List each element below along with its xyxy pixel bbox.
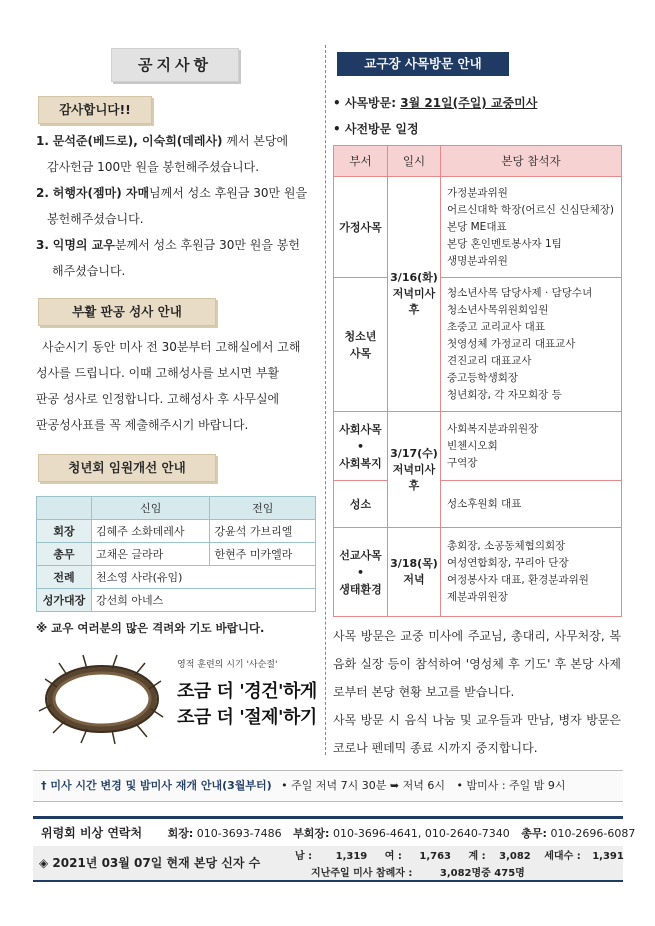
attendee-list <box>441 528 621 616</box>
attendance-value: 3,082명중 475명 <box>439 868 525 879</box>
youth-officer-table <box>36 496 316 612</box>
new-cell: 고채은 글라라 <box>92 543 210 566</box>
bullet-icon: • <box>333 122 345 136</box>
contact-phone: 010-3696-4641, 010-2640-7340 <box>329 827 510 840</box>
attendee: 생명분과위원 <box>447 254 508 267</box>
stat-value: 1,763 <box>419 851 452 862</box>
table-row <box>37 520 316 543</box>
item-text: 님께서 성소 후원금 30만 원을 <box>149 186 308 200</box>
thanks-item-1 <box>36 128 318 154</box>
contact-phone: 010-3693-7486 <box>193 827 282 840</box>
date-cell: 3/18(목) 저녁 <box>388 528 441 616</box>
visit-heading: 교구장 사목방문 안내 <box>337 52 509 76</box>
stats-title: ◈ 2021년 03월 07일 현재 본당 신자 수 <box>39 856 261 870</box>
stat-value: 1,319 <box>335 851 368 862</box>
schedule-group <box>334 176 621 411</box>
contact-vice <box>285 827 510 840</box>
attendee: 가정분과위원 <box>447 186 508 199</box>
pre-visit-label: 사전방문 일정 <box>344 122 419 136</box>
visit-schedule-table <box>333 145 622 617</box>
new-cell: 김혜주 소화데레사 <box>92 520 210 543</box>
easter-line: 판공성사표를 꼭 제출해주시기 바랍니다. <box>36 418 249 432</box>
dept-name: 성소 <box>334 480 387 527</box>
attendance-label: 지난주일 미사 참례자 : <box>311 868 413 879</box>
attendee: 견진교리 대표교사 <box>447 355 532 367</box>
mass-change-detail: • 주일 저녁 7시 30분 ➥ 저녁 6시 <box>281 779 445 792</box>
donor-name: 허행자(젬마) 자매 <box>52 186 150 200</box>
attendee: 성소후원회 대표 <box>447 497 522 510</box>
attendee-list <box>441 277 621 411</box>
dept-name: 사회사목 • 사회복지 <box>339 422 382 470</box>
thanks-heading: 감사합니다!! <box>38 96 152 124</box>
new-cell: 강선희 아네스 <box>92 589 316 612</box>
visit-note-1: 사목 방문은 교중 미사에 주교님, 총대리, 사무처장, 복음화 실장 등이 참석하여 '영성체 후 기도' 후 본당 사제로부터 본당 현황 보고를 받습니다. <box>333 629 621 699</box>
attendee: 사회복지분과위원장 <box>447 422 539 435</box>
attendee: 청소년사목 담당사제 · 담당수녀 <box>447 287 593 299</box>
table-row <box>37 543 316 566</box>
banner-subtitle: 영적 훈련의 시기 '사순절' <box>177 660 278 670</box>
thanks-item-2 <box>36 180 318 206</box>
col-new: 신임 <box>92 497 210 520</box>
item-number: 1. <box>36 134 49 148</box>
lent-banner <box>37 645 322 750</box>
visit-note-2: 사목 방문 시 음식 나눔 및 교우들과 만남, 병자 방문은 코로나 펜데믹 종료 시까지 중지합니다. <box>333 713 621 755</box>
old-cell: 강윤석 가브리엘 <box>210 520 316 543</box>
attendance <box>311 864 525 879</box>
contact-president <box>146 827 282 840</box>
date-cell: 3/17(수) 저녁미사 후 <box>388 412 441 527</box>
easter-text <box>36 334 318 438</box>
item-text-cont: 해주셨습니다. <box>52 264 126 278</box>
easter-line: 성사를 드립니다. 이때 고해성사를 보시면 부활 <box>36 366 280 380</box>
attendee: 빈첸시오회 <box>447 439 498 452</box>
thanks-list <box>36 128 318 284</box>
crown-of-thorns-icon <box>37 647 167 747</box>
banner-line-2: 조금 더 '절제'하기 <box>177 707 317 728</box>
stat-label: 여 : <box>384 851 402 862</box>
item-text-cont: 봉헌해주셨습니다. <box>47 212 144 226</box>
attendee-list <box>441 412 621 480</box>
stat-label: 세대수 : <box>544 851 581 862</box>
attendee: 초중고 교리교사 대표 <box>447 321 545 333</box>
schedule-group <box>334 411 621 527</box>
visit-value: 3월 21일(주일) 교중미사 <box>400 96 538 110</box>
banner-line-1: 조금 더 '경건'하게 <box>177 681 317 702</box>
attendee: 어르신대학 학장(어르신 신심단체장) <box>447 203 615 216</box>
stat-label: 남 : <box>295 851 313 862</box>
item-text: 분께서 성소 후원금 30만 원을 봉헌 <box>114 238 300 252</box>
role-cell: 성가대장 <box>37 589 92 612</box>
table-corner <box>37 497 92 520</box>
table-header <box>334 146 621 176</box>
mass-time-banner <box>33 770 623 802</box>
role-cell: 회장 <box>37 520 92 543</box>
donor-name: 익명의 교우 <box>52 238 115 252</box>
attendee-list <box>441 177 621 277</box>
youth-heading: 청년회 임원개선 안내 <box>38 454 216 482</box>
table-row <box>37 566 316 589</box>
stat-label: 계 : <box>468 851 486 862</box>
column-divider <box>325 45 326 755</box>
attendee: 구역장 <box>447 456 478 469</box>
contact-role: 회장: <box>167 827 194 840</box>
attendee: 중고등학생회장 <box>447 372 519 384</box>
attendee-list <box>441 480 621 527</box>
easter-line: 판공 성사로 인정합니다. 고해성사 후 사무실에 <box>36 392 280 406</box>
attendee: 본당 ME대표 <box>447 220 507 233</box>
stats-counts <box>295 847 624 862</box>
dept-name: 선교사목 • 생태환경 <box>339 548 382 596</box>
emergency-contact <box>33 816 636 847</box>
item-number: 3. <box>36 238 49 252</box>
col-old: 전임 <box>210 497 316 520</box>
visit-date-line <box>333 94 537 111</box>
visit-label: 사목방문: <box>344 96 401 110</box>
schedule-group <box>334 527 621 616</box>
contact-role: 부회장: <box>293 827 330 840</box>
attendee: 총회장, 소공동체협의회장 <box>447 540 566 552</box>
new-cell: 천소영 사라(유임) <box>92 566 316 589</box>
attendee: 첫영성체 가정교리 대표교사 <box>447 338 576 350</box>
attendee: 청년회장, 각 자모회장 등 <box>447 389 562 401</box>
night-mass-detail: • 밤미사 : 주일 밤 9시 <box>456 779 566 792</box>
easter-line: 사순시기 동안 미사 전 30분부터 고해실에서 고해 <box>42 340 301 354</box>
contact-title: 위령회 비상 연락처 <box>41 826 143 840</box>
contact-role: 총무: <box>521 827 547 840</box>
date-cell: 3/16(화) 저녁미사 후 <box>388 177 441 411</box>
notice-title: 공지사항 <box>111 48 239 82</box>
attendee: 청소년사목위원회임원 <box>447 304 549 316</box>
easter-heading: 부활 판공 성사 안내 <box>38 298 216 326</box>
col-dept: 부서 <box>334 146 388 176</box>
dept-name: 가정사목 <box>339 220 382 234</box>
old-cell: 한현주 미카엘라 <box>210 543 316 566</box>
donor-name: 문석준(베드로), 이숙희(데레사) <box>52 134 223 148</box>
parish-stats <box>33 846 623 882</box>
dept-name: 청소년 사목 <box>334 277 387 411</box>
stat-value: 1,391 <box>592 851 624 862</box>
table-row <box>37 589 316 612</box>
item-number: 2. <box>36 186 49 200</box>
col-attendees: 본당 참석자 <box>501 154 561 168</box>
role-cell: 전례 <box>37 566 92 589</box>
item-text-cont: 감사헌금 100만 원을 봉헌해주셨습니다. <box>47 160 260 174</box>
thanks-item-3 <box>36 232 318 258</box>
attendee: 본당 혼인멘토봉사자 1팀 <box>447 237 562 250</box>
attendee: 여성연합회장, 꾸리아 단장 <box>447 557 569 569</box>
bullet-icon: • <box>333 96 345 110</box>
item-text: 께서 본당에 <box>222 134 289 148</box>
col-date: 일시 <box>388 146 441 176</box>
stat-value: 3,082 <box>499 851 531 862</box>
contact-phone: 010-2696-6087 <box>546 827 636 840</box>
attendee: 제분과위원장 <box>447 591 508 603</box>
attendee: 여정봉사자 대표, 환경분과위원 <box>447 574 589 586</box>
contact-secretary <box>513 827 635 840</box>
role-cell: 총무 <box>37 543 92 566</box>
pre-visit-line <box>333 120 419 137</box>
youth-note: ※ 교우 여러분의 많은 격려와 기도 바랍니다. <box>36 621 265 635</box>
mass-change-title: † 미사 시간 변경 및 밤미사 재개 안내(3월부터) <box>41 779 272 792</box>
